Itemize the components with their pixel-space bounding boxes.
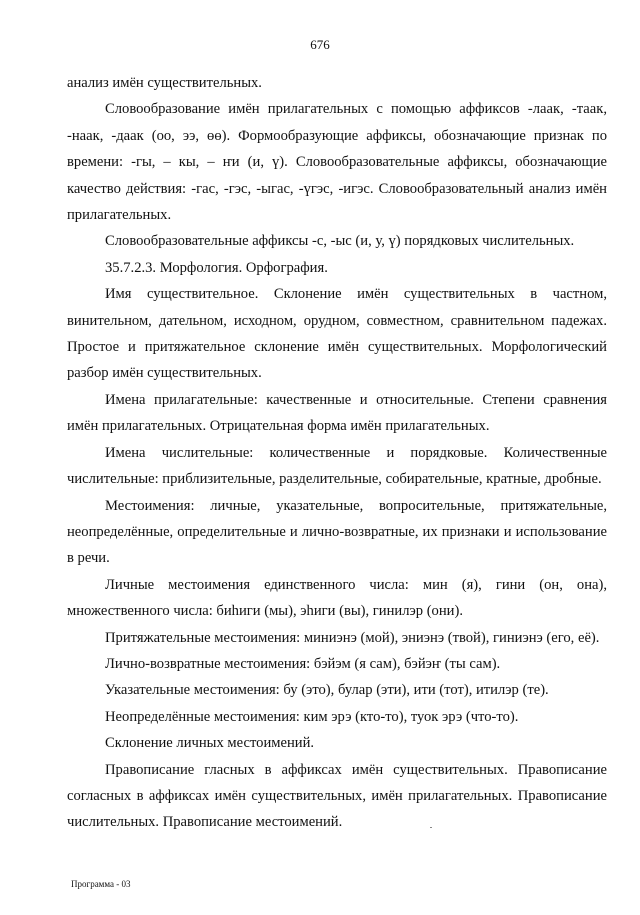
paragraph-reflexive-pronouns: Лично-возвратные местоимения: бэйэм (я сам), бэйэҥ (ты сам). <box>105 655 501 672</box>
paragraph-pronouns: Местоимения: личные, указательные, вопросительные, притяжательные, неопределённые, определительные и лично-возвратные, их признаки и использование в речи. <box>67 497 607 567</box>
section-heading-morphology: 35.7.2.3. Морфология. Орфография. <box>105 259 328 276</box>
paragraph-noun-analysis-continuation: анализ имён существительных. <box>67 75 262 91</box>
paragraph-demonstrative-pronouns: Указательные местоимения: бу (это), булар (эти), ити (тот), итилэр (те). <box>105 682 549 699</box>
paragraph-noun: Имя существительное. Склонение имён существительных в частном, винительном, дательном, исходном, орудном, совместном, сравнительном падежах. Простое и притяжательное склонение имён существительных. Морфологический разбор имён существительных. <box>67 286 607 382</box>
paragraph-personal-pronouns: Личные местоимения единственного числа: мин (я), гини (он, она), множественного числа: биһиги (мы), эһиги (вы), гинилэр (они). <box>67 576 607 620</box>
paragraph-possessive-pronouns: Притяжательные местоимения: миниэнэ (мой), эниэнэ (твой), гиниэнэ (его, её). <box>105 629 600 646</box>
paragraph-ordinal-affixes: Словообразовательные аффиксы -с, -ыс (и, у, ү) порядковых числительных. <box>105 233 575 250</box>
document-body <box>67 70 607 836</box>
paragraph-numerals: Имена числительные: количественные и порядковые. Количественные числительные: приблизительные, разделительные, собирательные, кратные, дробные. <box>67 444 607 488</box>
paragraph-spelling: Правописание гласных в аффиксах имён существительных. Правописание согласных в аффиксах имён существительных, имён прилагательных. Правописание числительных. Правописание местоимений. <box>67 761 607 831</box>
page-footer: Программа - 03 <box>71 879 131 889</box>
scan-speck <box>430 827 432 828</box>
paragraph-pronoun-declension: Склонение личных местоимений. <box>105 735 315 752</box>
paragraph-indefinite-pronouns: Неопределённые местоимения: ким эрэ (кто-то), туок эрэ (что-то). <box>105 708 519 725</box>
page-number: 676 <box>310 37 330 52</box>
paragraph-adjectives: Имена прилагательные: качественные и относительные. Степени сравнения имён прилагательных. Отрицательная форма имён прилагательных. <box>67 391 607 435</box>
paragraph-adjective-word-formation: Словообразование имён прилагательных с помощью аффиксов -лаак, -таак, -наак, -даак (оо, ээ, өө). Формообразующие аффиксы, обозначающие признак по времени: -гы, – кы, – ҥи (и, ү). Словообразовательные аффиксы, обозначающие качество действия: -гас, -гэс, -ыгас, -үгэс, -игэс. Словообразовательный анализ имён прилагательных. <box>67 101 607 224</box>
